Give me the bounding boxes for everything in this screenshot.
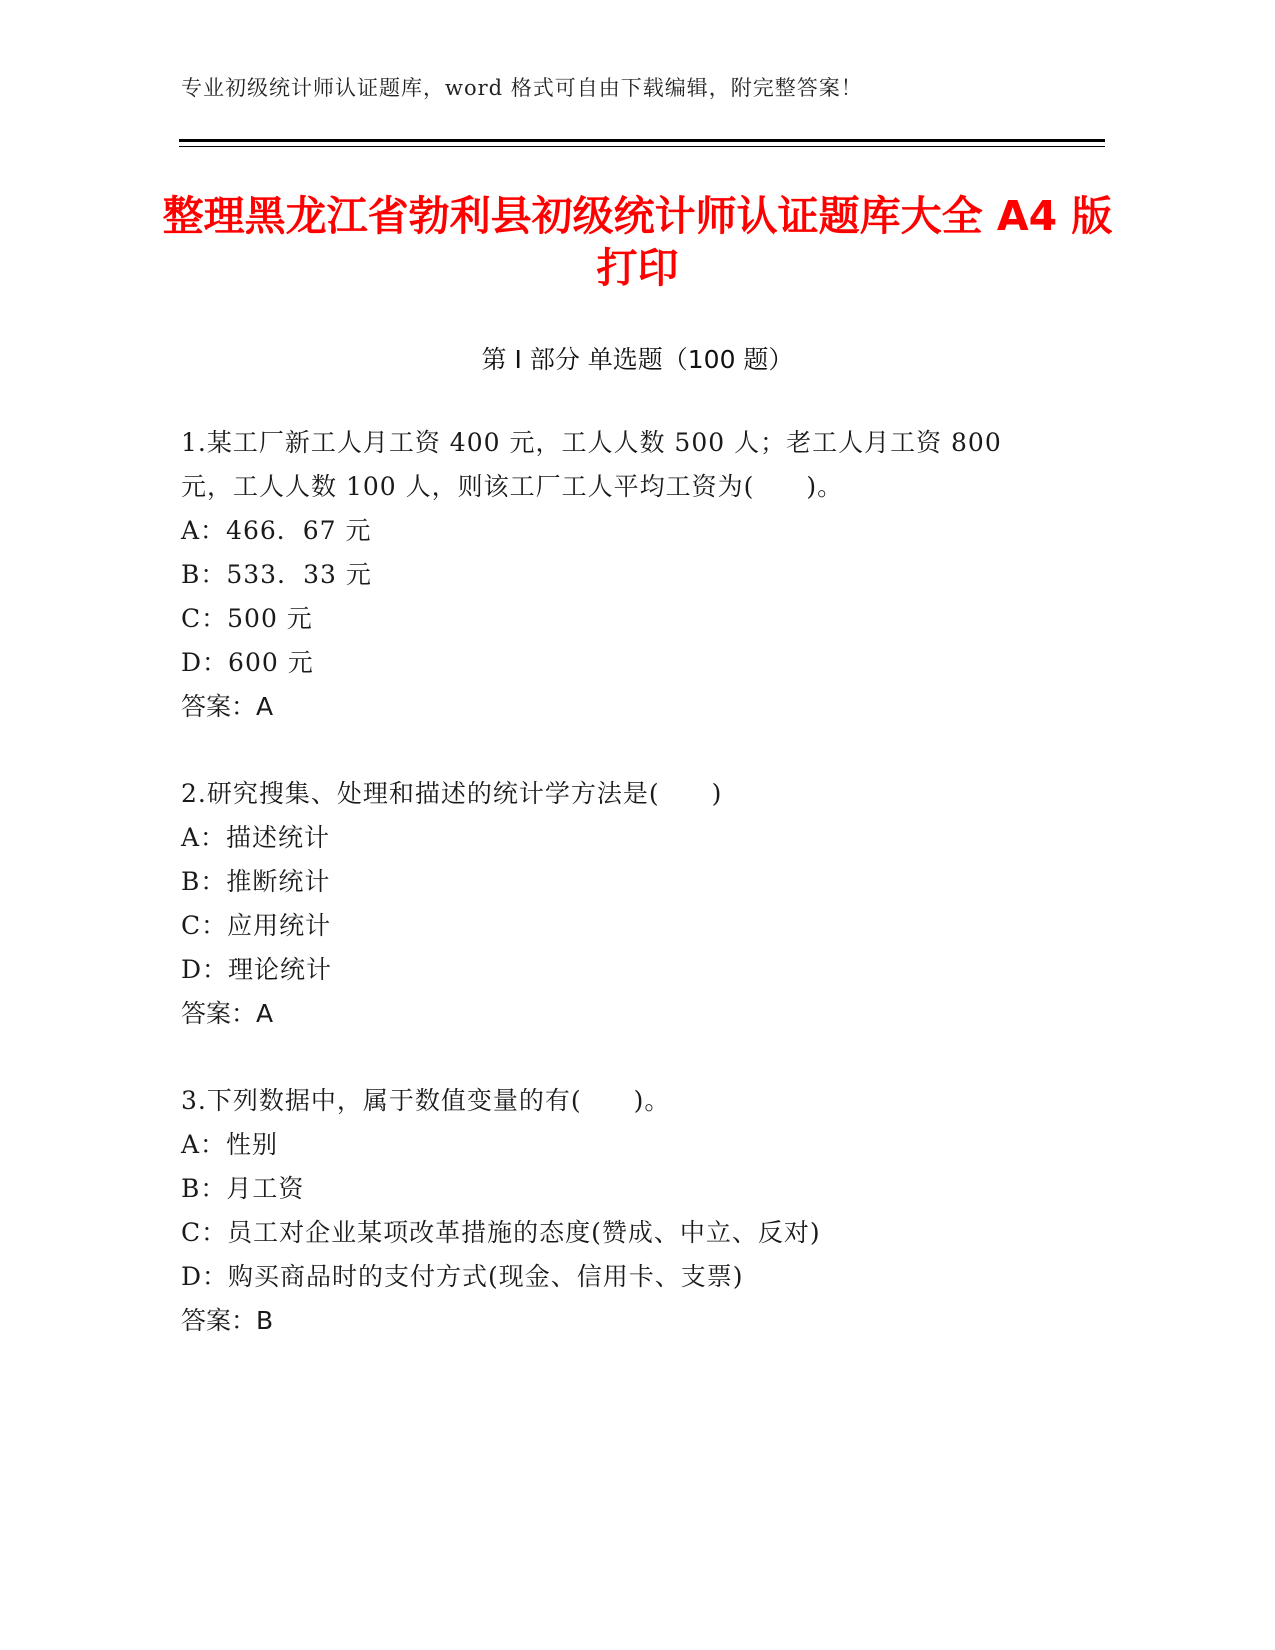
question-stem: 1.某工厂新工人月工资 400 元，工人人数 500 人；老工人月工资 800 元，工人人数 100 人，则该工厂工人平均工资为( )。: [181, 428, 1002, 501]
question-stem: 2.研究搜集、处理和描述的统计学方法是( ): [181, 779, 723, 808]
option-c: C：应用统计: [181, 911, 332, 940]
question-3: [181, 1079, 1041, 1343]
answer-line: 答案：B: [181, 1306, 274, 1335]
option-a: A：性别: [181, 1130, 279, 1159]
option-d: D：600 元: [181, 648, 314, 677]
option-a: A：466．67 元: [181, 516, 372, 545]
option-b: B：推断统计: [181, 867, 331, 896]
option-a: A：描述统计: [181, 823, 331, 852]
section-heading: 第 I 部分 单选题（100 题）: [481, 345, 794, 374]
question-list: [181, 421, 1041, 1386]
option-c: C：500 元: [181, 604, 313, 633]
header-note: 专业初级统计师认证题库，word 格式可自由下载编辑，附完整答案！: [181, 76, 863, 100]
question-stem: 3.下列数据中，属于数值变量的有( )。: [181, 1086, 671, 1115]
option-d: D：理论统计: [181, 955, 333, 984]
answer-line: 答案：A: [181, 692, 274, 721]
answer-line: 答案：A: [181, 999, 274, 1028]
header-rule-thick: [179, 139, 1105, 142]
document-title: 整理黑龙江省勃利县初级统计师认证题库大全 A4 版打印: [162, 192, 1113, 292]
option-b: B：533．33 元: [181, 560, 372, 589]
question-2: [181, 772, 1041, 1036]
option-c: C：员工对企业某项改革措施的态度(赞成、中立、反对): [181, 1218, 821, 1247]
header-rule-thin: [179, 146, 1105, 147]
option-d: D：购买商品时的支付方式(现金、信用卡、支票): [181, 1262, 744, 1291]
question-1: [181, 421, 1041, 729]
option-b: B：月工资: [181, 1174, 305, 1203]
